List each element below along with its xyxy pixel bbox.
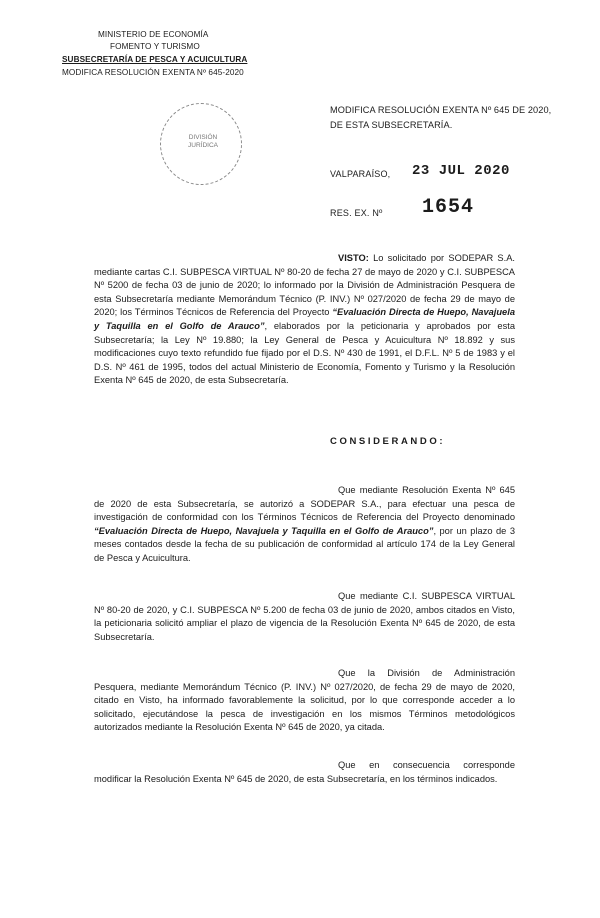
resolution-date: 23 JUL 2020: [412, 163, 510, 179]
resolution-label: RES. EX. Nº: [330, 208, 383, 218]
c1-text-2: , por un plazo de 3 meses contados desde la fecha de su publicación de conformidad al artículo 174 de la Ley General de Pesca y Acuicultura.: [94, 525, 515, 563]
visto-paragraph: [94, 252, 515, 388]
resolution-number: 1654: [422, 196, 475, 219]
document-title-line2: DE ESTA SUBSECRETARÍA.: [330, 120, 453, 130]
visto-label: VISTO:: [338, 253, 369, 263]
c1-text-1: Que mediante Resolución Exenta Nº 645 de 2020 de esta Subsecretaría, se autorizó a SODEPAR S.A., para efectuar una pesca de investigación de conformidad con los Términos Técnicos de Referencia del Proyecto denominado: [94, 485, 515, 523]
visto-text-1: Lo solicitado por SODEPAR S.A. mediante cartas C.I. SUBPESCA VIRTUAL Nº 80-20 de fecha 27 de mayo de 2020 y C.I. SUBPESCA Nº 5200 de fecha 03 de junio de 2020; lo informado por la División de Administración Pesquera de esta Subsecretaría mediante Memorándum Técnico (P. INV.) Nº 027/2020 de fecha 29 de mayo de 2020; los Términos Técnicos de Referencia del Proyecto: [94, 253, 515, 318]
considerando-heading: CONSIDERANDO:: [330, 436, 446, 447]
visto-project-title: “Evaluación Directa de Huepo, Navajuela y Taquilla en el Golfo de Arauco”: [94, 307, 515, 331]
visto-text-2: , elaborados por la peticionaria y aprobados por esta Subsecretaría; la Ley Nº 19.880; la Ley General de Pesca y Acuicultura Nº 18.892 y sus modificaciones cuyo texto refundido fue fijado por el D.S. Nº 430 de 1991, el D.F.L. Nº 5 de 1983 y el D.S. Nº 461 de 1995, todos del actual Ministerio de Economía, Fomento y Turismo y la Resolución Exenta Nº 645 de 2020, de esta Subsecretaría.: [94, 320, 515, 386]
document-title-line1: MODIFICA RESOLUCIÓN EXENTA Nº 645 DE 2020,: [330, 105, 552, 115]
seal-text: [185, 134, 221, 150]
header-fomento: FOMENTO Y TURISMO: [110, 42, 200, 51]
considerando-3: Que la División de Administración Pesquera, mediante Memorándum Técnico (P. INV.) Nº 027/2020, de fecha 29 de mayo de 2020, citado en Visto, ha informado favorablemente la solicitud, por lo que corresponde acceder a lo solicitado, ejecutándose la pesca de investigación en los mismos Términos metodológicos autorizados mediante la Resolución Exenta Nº 645 de 2020, ya citada.: [94, 668, 515, 733]
seal-line2: JURÍDICA: [188, 142, 218, 149]
seal-line1: DIVISIÓN: [188, 134, 218, 141]
header-subsecretaria: SUBSECRETARÍA DE PESCA Y ACUICULTURA: [62, 55, 248, 64]
c1-project-title: “Evaluación Directa de Huepo, Navajuela y Taquilla en el Golfo de Arauco”: [94, 525, 434, 536]
header-modifica: MODIFICA RESOLUCIÓN EXENTA Nº 645-2020: [62, 68, 244, 77]
considerando-2: Que mediante C.I. SUBPESCA VIRTUAL Nº 80-20 de 2020, y C.I. SUBPESCA Nº 5.200 de fecha 03 de junio de 2020, ambos citados en Visto, la peticionaria solicitó ampliar el plazo de vigencia de la Resolución Exenta Nº 645 de 2020, de esta Subsecretaría.: [94, 591, 515, 642]
header-ministry: MINISTERIO DE ECONOMÍA: [98, 30, 209, 39]
considerando-1: [94, 484, 515, 566]
division-juridica-seal: [160, 103, 242, 185]
considerando-4: Que en consecuencia corresponde modificar la Resolución Exenta Nº 645 de 2020, de esta Subsecretaría, en los términos indicados.: [94, 760, 515, 784]
place-label: VALPARAÍSO,: [330, 169, 391, 179]
